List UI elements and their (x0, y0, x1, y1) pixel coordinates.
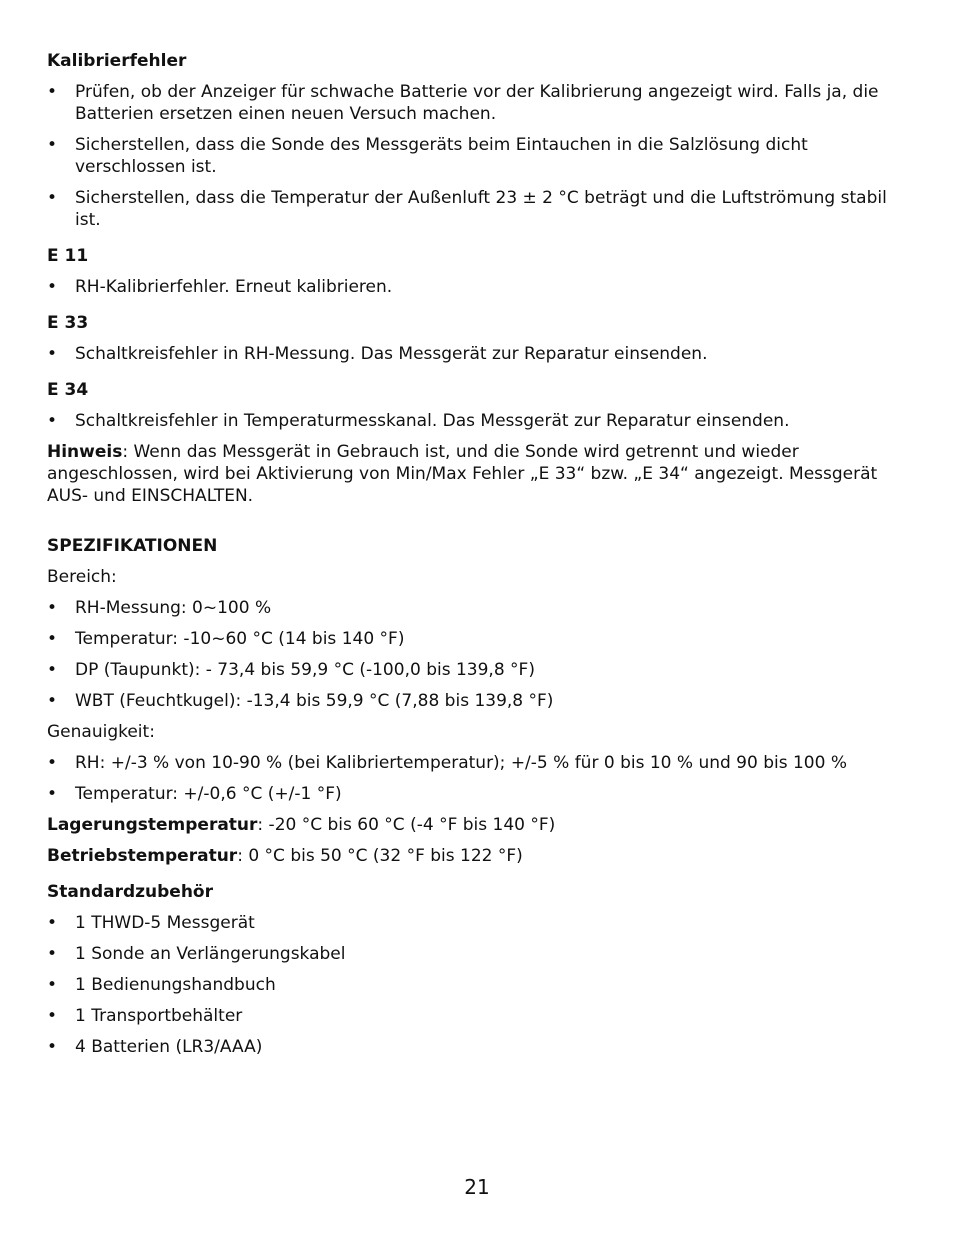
list-item: • 1 Bedienungshandbuch (47, 974, 897, 996)
operating-value: : 0 °C bis 50 °C (32 °F bis 122 °F) (237, 846, 523, 866)
list-item: • Prüfen, ob der Anzeiger für schwache Batterie vor der Kalibrierung angezeigt wird. Falls ja, die Batterien ersetzen einen neuen Versuch machen. (47, 81, 897, 125)
storage-temperature (47, 814, 897, 836)
e11-heading: E 11 (47, 246, 89, 266)
calibration-error-heading: Kalibrierfehler (47, 51, 187, 71)
storage-label: Lagerungstemperatur (47, 815, 258, 835)
list-item: • 1 THWD-5 Messgerät (47, 912, 897, 934)
accessories-heading: Standardzubehör (47, 882, 213, 902)
list-item: • Schaltkreisfehler in RH-Messung. Das Messgerät zur Reparatur einsenden. (47, 343, 897, 365)
accessories-list (47, 912, 897, 1058)
page-number: 21 (464, 1175, 490, 1199)
list-item: • WBT (Feuchtkugel): -13,4 bis 59,9 °C (7,88 bis 139,8 °F) (47, 690, 897, 712)
operating-label: Betriebstemperatur (47, 846, 238, 866)
document-page (47, 50, 897, 1067)
list-item: • Sicherstellen, dass die Sonde des Messgeräts beim Eintauchen in die Salzlösung dicht verschlossen ist. (47, 134, 897, 178)
range-label: Bereich: (47, 567, 117, 587)
specifications-heading: SPEZIFIKATIONEN (47, 536, 218, 556)
note-text: : Wenn das Messgerät in Gebrauch ist, und die Sonde wird getrennt und wieder angeschlossen, wird bei Aktivierung von Min/Max Fehler „E 33“ bzw. „E 34“ angezeigt. Messgerät AUS- und EINSCHALTEN. (47, 442, 878, 506)
list-item: • Temperatur: +/-0,6 °C (+/-1 °F) (47, 783, 897, 805)
list-item: • RH-Kalibrierfehler. Erneut kalibrieren. (47, 276, 897, 298)
note-paragraph (47, 441, 897, 507)
note-label: Hinweis (47, 442, 123, 462)
list-item: • DP (Taupunkt): - 73,4 bis 59,9 °C (-100,0 bis 139,8 °F) (47, 659, 897, 681)
range-list (47, 597, 897, 712)
e33-list (47, 343, 897, 365)
list-item: • Schaltkreisfehler in Temperaturmesskanal. Das Messgerät zur Reparatur einsenden. (47, 410, 897, 432)
list-item: • RH-Messung: 0~100 % (47, 597, 897, 619)
storage-value: : -20 °C bis 60 °C (-4 °F bis 140 °F) (257, 815, 556, 835)
e11-list (47, 276, 897, 298)
calibration-error-list (47, 81, 897, 231)
list-item: • 1 Transportbehälter (47, 1005, 897, 1027)
list-item: • 4 Batterien (LR3/AAA) (47, 1036, 897, 1058)
accuracy-list (47, 752, 897, 805)
list-item: • Sicherstellen, dass die Temperatur der Außenluft 23 ± 2 °C beträgt und die Luftströmung stabil ist. (47, 187, 897, 231)
list-item: • RH: +/-3 % von 10-90 % (bei Kalibriertemperatur); +/-5 % für 0 bis 10 % und 90 bis 100 % (47, 752, 897, 774)
e33-heading: E 33 (47, 313, 89, 333)
operating-temperature (47, 845, 897, 867)
list-item: • Temperatur: -10~60 °C (14 bis 140 °F) (47, 628, 897, 650)
e34-heading: E 34 (47, 380, 89, 400)
accuracy-label: Genauigkeit: (47, 722, 155, 742)
list-item: • 1 Sonde an Verlängerungskabel (47, 943, 897, 965)
e34-list (47, 410, 897, 432)
